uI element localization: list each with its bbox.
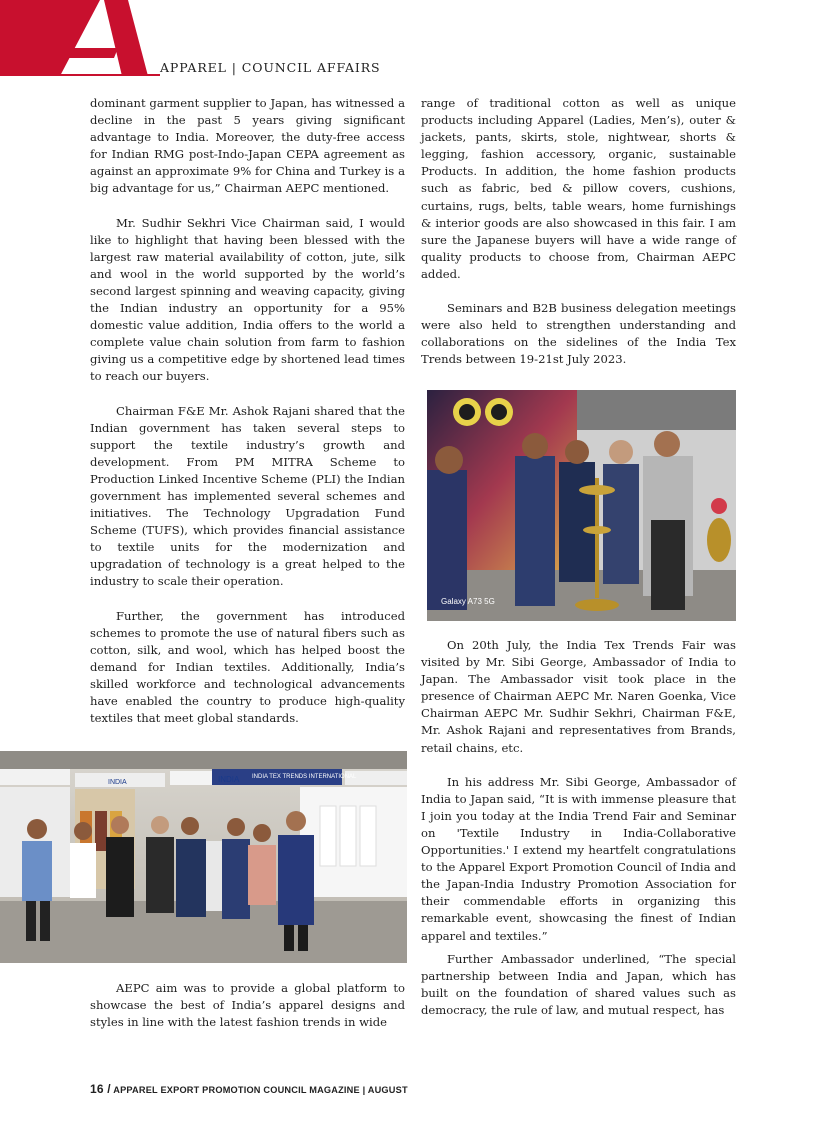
paragraph: Mr. Sudhir Sekhri Vice Chairman said, I would like to highlight that having been blessed with the largest raw material availability of cotton, jute, silk and wool in the world supported by the world’s second largest spinning and weaving capacity, giving the Indian industry an opportunity for a 95% domestic value addition, India offers to the world a complete value chain solution from farm to fashion giving us a competitive edge by shortened lead times to reach our buyers. <box>90 215 405 384</box>
paragraph: On 20th July, the India Tex Trends Fair was visited by Mr. Sibi George, Ambassador of India to Japan. The Ambassador visit took place in the presence of Chairman AEPC Mr. Naren Goenka, Vice Chairman AEPC Mr. Sudhir Sekhri, Chairman F&E, Mr. Ashok Rajani and representatives from Brands, retail chains, etc. <box>421 638 736 755</box>
banner-text: INDIA TEX TRENDS INTERNATIONAL <box>252 774 357 780</box>
paragraph: dominant garment supplier to Japan, has witnessed a decline in the past 5 years giving significant advantage to India. Moreover, the duty-free access for Indian RMG post-Indo-Japan CEPA agreement as against an approximate 9% for China and Turkey is a big advantage for us,” Chairman AEPC mentioned. <box>90 96 405 196</box>
paragraph: range of traditional cotton as well as unique products including Apparel (Ladies, Men’s), outer & jackets, pants, skirts, stole, nightwear, shorts & legging, fashion accessory, organic, sustainable Products. In addition, the home fashion products such as fabric, bed & pillow covers, cushions, curtains, rugs, belts, table wears, home furnishings & interior goods are also showcased in this fair. I am sure the Japanese buyers will have a wide range of quality products to choose from, Chairman AEPC added. <box>421 96 736 281</box>
page-number: 16 / <box>90 1082 111 1096</box>
section-title: APPAREL | COUNCIL AFFAIRS <box>160 60 381 75</box>
booth-sign: INDIA <box>218 775 240 784</box>
paragraph: Chairman F&E Mr. Ashok Rajani shared that the Indian government has taken several steps to support the textile industry’s growth and development. From PM MITRA Scheme to Production Linked Incentive Scheme (PLI) the Indian government has implemented several schemes and initiatives. The Technology Upgradation Fund Scheme (TUFS), which provides financial assistance to textile units for the modernization and upgradation of technology is a great helped to the industry to scale their operation. <box>90 403 405 589</box>
paragraph: Further, the government has introduced schemes to promote the use of natural fibers such as cotton, silk, and wool, which has helped boost the demand for Indian textiles. Additionally, India’s skilled workforce and technological advancements have enabled the country to produce high-quality textiles that meet global standards. <box>90 608 405 726</box>
paragraph: AEPC aim was to provide a global platform to showcase the best of India’s apparel designs and styles in line with the latest fashion trends in wide <box>90 981 405 1030</box>
paragraph: Seminars and B2B business delegation meetings were also held to strengthen understanding and collaborations on the sidelines of the India Tex Trends between 19-21st July 2023. <box>421 301 736 367</box>
lamp-lighting-photo <box>427 390 736 621</box>
camera-watermark: Galaxy A73 5G <box>441 597 495 606</box>
paragraph: Further Ambassador underlined, “The special partnership between India and Japan, which has built on the foundation of shared values such as democracy, the rule of law, and mutual respect, has <box>421 951 736 1017</box>
left-column <box>90 95 405 744</box>
exhibition-group-photo <box>0 751 407 963</box>
page-footer <box>90 1082 408 1096</box>
left-column-continued <box>90 980 405 1031</box>
booth-sign: INDIA <box>108 779 127 786</box>
magazine-logo <box>0 0 160 76</box>
right-column-continued <box>421 637 736 1019</box>
publication-name: APPAREL EXPORT PROMOTION COUNCIL MAGAZINE | AUGUST <box>113 1085 408 1095</box>
paragraph: In his address Mr. Sibi George, Ambassador of India to Japan said, “It is with immense pleasure that I join you today at the India Trend Fair and Seminar on 'Textile Industry in India-Collaborative Opportunities.' I extend my heartfelt congratulations to the Apparel Export Promotion Council of India and the Japan-India Industry Promotion Association for their commendable efforts in organizing this remarkable event, showcasing the finest of Indian apparel and textiles.” <box>421 774 736 943</box>
right-column <box>421 95 736 385</box>
